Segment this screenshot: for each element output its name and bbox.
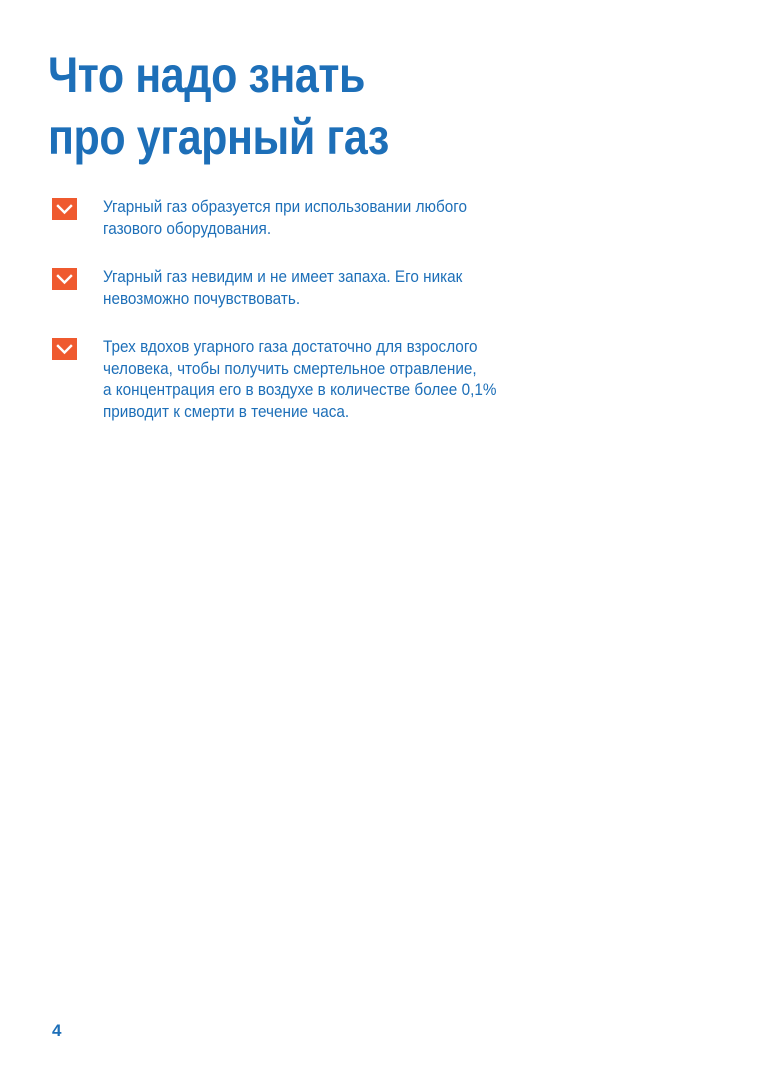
fact-text-line: Трех вдохов угарного газа достаточно для взрослого [103,337,478,356]
fact-text-line: газового оборудования. [103,218,272,238]
fact-item [52,266,712,309]
fact-item [52,336,712,422]
page-number: 4 [52,1021,62,1040]
fact-list [52,196,712,449]
check-chevron-icon [52,268,77,290]
fact-text [103,196,651,239]
fact-item [52,196,712,239]
fact-text-line: приводит к смерти в течение часа. [103,401,350,421]
check-chevron-icon [52,338,77,360]
page-title [48,44,389,168]
fact-text [103,336,651,422]
check-chevron-icon [52,198,77,220]
fact-text-line: невозможно почувствовать. [103,288,301,308]
fact-text [103,266,651,309]
page-title-line-2: про угарный газ [48,109,389,165]
fact-text-line: а концентрация его в воздухе в количестве более 0,1% [103,380,497,399]
fact-text-line: Угарный газ образуется при использовании любого [103,197,468,216]
page-title-line-1: Что надо знать [48,47,366,103]
fact-text-line: Угарный газ невидим и не имеет запаха. Его никак [103,267,463,286]
fact-text-line: человека, чтобы получить смертельное отравление, [103,358,477,378]
